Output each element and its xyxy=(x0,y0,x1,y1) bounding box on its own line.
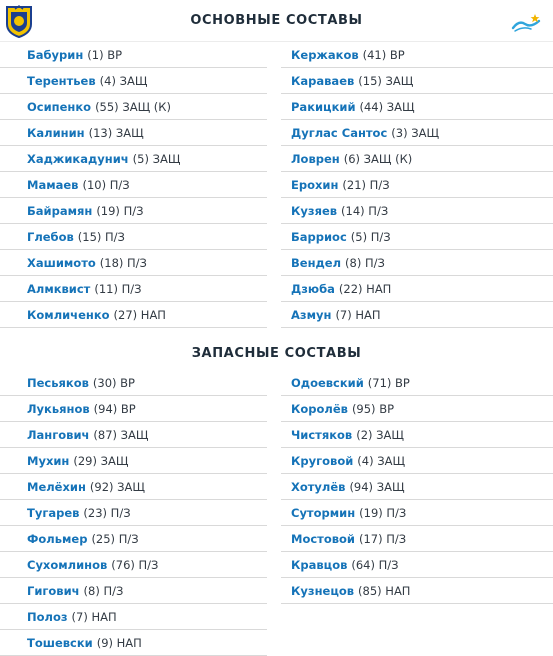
player-row xyxy=(281,198,553,224)
player-number-position: (25) П/З xyxy=(91,531,139,546)
player-row xyxy=(0,42,267,68)
player-name-link[interactable]: Полоз xyxy=(27,609,68,624)
player-row xyxy=(281,302,553,328)
player-number-position: (87) ЗАЩ xyxy=(93,427,149,442)
player-row xyxy=(281,396,553,422)
away-subs-lineup xyxy=(291,370,545,604)
player-row xyxy=(281,250,553,276)
player-name-link[interactable]: Фольмер xyxy=(27,531,88,546)
player-name-link[interactable]: Ракицкий xyxy=(291,99,356,114)
player-row xyxy=(0,474,267,500)
player-row xyxy=(281,500,553,526)
player-name-link[interactable]: Глебов xyxy=(27,229,74,244)
player-row xyxy=(0,578,267,604)
player-row xyxy=(0,526,267,552)
player-number-position: (14) П/З xyxy=(341,203,389,218)
player-row xyxy=(0,630,267,656)
player-row xyxy=(0,448,267,474)
player-number-position: (5) ЗАЩ xyxy=(132,151,181,166)
player-number-position: (13) ЗАЩ xyxy=(88,125,144,140)
player-number-position: (94) ЗАЩ xyxy=(349,479,405,494)
player-number-position: (2) ЗАЩ xyxy=(356,427,404,442)
player-number-position: (8) П/З xyxy=(345,255,385,270)
player-name-link[interactable]: Королёв xyxy=(291,401,348,416)
player-row xyxy=(281,526,553,552)
player-number-position: (29) ЗАЩ xyxy=(73,453,129,468)
player-name-link[interactable]: Сухомлинов xyxy=(27,557,108,572)
player-number-position: (64) П/З xyxy=(351,557,399,572)
player-number-position: (71) ВР xyxy=(367,375,410,390)
player-number-position: (17) П/З xyxy=(358,531,407,546)
player-row xyxy=(0,302,267,328)
player-name-link[interactable]: Кузнецов xyxy=(291,583,355,598)
player-name-link[interactable]: Сутормин xyxy=(291,505,356,520)
player-name-link[interactable]: Гигович xyxy=(27,583,80,598)
player-name-link[interactable]: Хашимото xyxy=(27,255,96,270)
player-number-position: (15) ЗАЩ xyxy=(358,73,414,88)
player-row xyxy=(0,94,267,120)
player-number-position: (5) П/З xyxy=(350,229,391,244)
player-name-link[interactable]: Барриос xyxy=(291,229,347,244)
player-name-link[interactable]: Ерохин xyxy=(291,177,339,192)
player-name-link[interactable]: Бабурин xyxy=(27,47,84,62)
player-row xyxy=(0,250,267,276)
player-row xyxy=(0,370,267,396)
player-row xyxy=(0,276,267,302)
player-number-position: (22) НАП xyxy=(338,281,392,296)
player-name-link[interactable]: Осипенко xyxy=(27,99,92,114)
player-row xyxy=(281,120,553,146)
player-name-link[interactable]: Хотулёв xyxy=(291,479,346,494)
player-name-link[interactable]: Тошевски xyxy=(27,635,93,650)
player-number-position: (85) НАП xyxy=(358,583,411,598)
player-name-link[interactable]: Мамаев xyxy=(27,177,79,192)
away-main-lineup xyxy=(291,42,545,328)
player-number-position: (8) П/З xyxy=(83,583,124,598)
player-name-link[interactable]: Азмун xyxy=(291,307,332,322)
player-row xyxy=(0,146,267,172)
player-row xyxy=(281,474,553,500)
player-row xyxy=(0,68,267,94)
player-number-position: (4) ЗАЩ xyxy=(357,453,406,468)
player-row xyxy=(281,94,553,120)
player-row xyxy=(0,198,267,224)
player-row xyxy=(281,68,553,94)
player-number-position: (9) НАП xyxy=(96,635,142,650)
home-main-lineup xyxy=(27,42,267,328)
player-number-position: (44) ЗАЩ xyxy=(359,99,415,114)
player-number-position: (11) П/З xyxy=(94,281,142,296)
player-name-link[interactable]: Ловрен xyxy=(291,151,340,166)
subs-lineups-title: ЗАПАСНЫЕ СОСТАВЫ xyxy=(191,345,362,361)
player-row xyxy=(281,172,553,198)
player-number-position: (19) П/З xyxy=(359,505,407,520)
player-number-position: (6) ЗАЩ (К) xyxy=(343,151,413,166)
player-name-link[interactable]: Комличенко xyxy=(27,307,110,322)
zenit-logo-icon xyxy=(509,12,545,36)
player-name-link[interactable]: Дзюба xyxy=(291,281,335,296)
player-row xyxy=(281,146,553,172)
main-lineups-header xyxy=(0,0,553,42)
player-number-position: (7) НАП xyxy=(335,307,381,322)
player-name-link[interactable]: Калинин xyxy=(27,125,85,140)
player-name-link[interactable]: Песьяков xyxy=(27,375,89,390)
player-name-link[interactable]: Мелёхин xyxy=(27,479,86,494)
player-name-link[interactable]: Байрамян xyxy=(27,203,93,218)
player-number-position: (18) П/З xyxy=(99,255,147,270)
player-row xyxy=(281,224,553,250)
player-number-position: (19) П/З xyxy=(96,203,144,218)
player-number-position: (10) П/З xyxy=(82,177,130,192)
player-number-position: (21) П/З xyxy=(342,177,390,192)
player-row xyxy=(0,224,267,250)
player-name-link[interactable]: Мухин xyxy=(27,453,70,468)
player-number-position: (1) ВР xyxy=(87,47,123,62)
player-row xyxy=(0,604,267,630)
player-row xyxy=(281,578,553,604)
player-row xyxy=(0,552,267,578)
player-name-link[interactable]: Тугарев xyxy=(27,505,80,520)
player-name-link[interactable]: Кравцов xyxy=(291,557,348,572)
player-name-link[interactable]: Круговой xyxy=(291,453,354,468)
home-subs-lineup xyxy=(27,370,267,656)
player-row xyxy=(0,172,267,198)
player-row xyxy=(281,370,553,396)
player-number-position: (23) П/З xyxy=(83,505,131,520)
player-number-position: (7) НАП xyxy=(71,609,117,624)
player-number-position: (95) ВР xyxy=(351,401,395,416)
player-row xyxy=(281,552,553,578)
main-lineups-title: ОСНОВНЫЕ СОСТАВЫ xyxy=(190,13,363,28)
player-row xyxy=(281,42,553,68)
player-number-position: (3) ЗАЩ xyxy=(391,125,440,140)
player-name-link[interactable]: Хаджикадунич xyxy=(27,151,129,166)
player-name-link[interactable]: Терентьев xyxy=(27,73,96,88)
player-number-position: (41) ВР xyxy=(362,47,405,62)
player-number-position: (30) ВР xyxy=(92,375,135,390)
player-number-position: (55) ЗАЩ (К) xyxy=(95,99,171,114)
player-name-link[interactable]: Одоевский xyxy=(291,375,364,390)
player-number-position: (76) П/З xyxy=(111,557,159,572)
player-name-link[interactable]: Дуглас Сантос xyxy=(291,125,388,140)
player-name-link[interactable]: Лукьянов xyxy=(27,401,90,416)
player-row xyxy=(281,448,553,474)
player-name-link[interactable]: Кузяев xyxy=(291,203,338,218)
player-number-position: (4) ЗАЩ xyxy=(99,73,148,88)
player-name-link[interactable]: Алмквист xyxy=(27,281,91,296)
player-name-link[interactable]: Караваев xyxy=(291,73,355,88)
subs-lineups-header xyxy=(0,336,553,370)
player-name-link[interactable]: Чистяков xyxy=(291,427,353,442)
player-number-position: (15) П/З xyxy=(77,229,125,244)
rostov-logo-icon xyxy=(4,4,34,38)
player-row xyxy=(281,276,553,302)
player-row xyxy=(0,500,267,526)
player-name-link[interactable]: Лангович xyxy=(27,427,90,442)
player-row xyxy=(0,422,267,448)
player-name-link[interactable]: Вендел xyxy=(291,255,342,270)
player-number-position: (27) НАП xyxy=(113,307,166,322)
player-number-position: (92) ЗАЩ xyxy=(89,479,145,494)
player-row xyxy=(0,120,267,146)
player-name-link[interactable]: Мостовой xyxy=(291,531,355,546)
player-name-link[interactable]: Кержаков xyxy=(291,47,359,62)
player-number-position: (94) ВР xyxy=(93,401,136,416)
player-row xyxy=(281,422,553,448)
player-row xyxy=(0,396,267,422)
